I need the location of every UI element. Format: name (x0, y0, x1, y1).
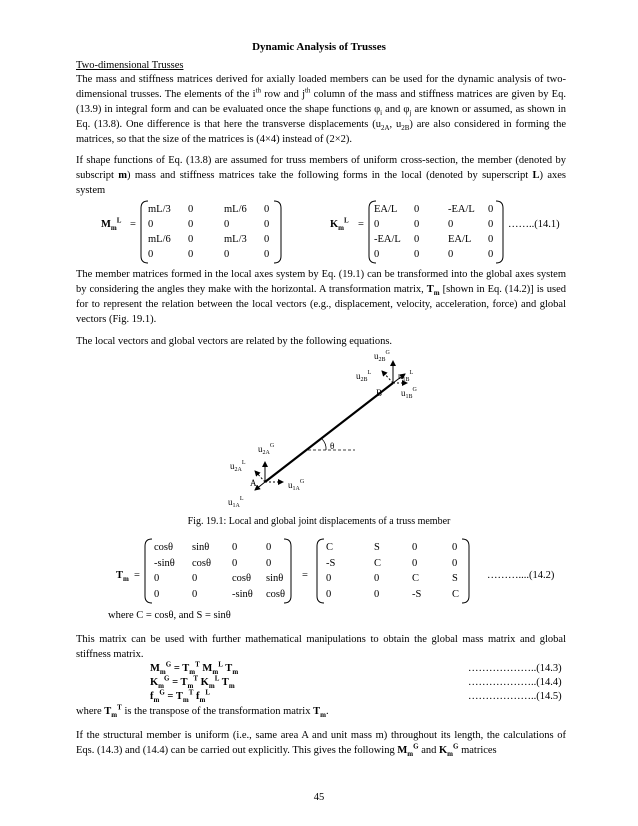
label-theta: θ (330, 441, 335, 451)
matrix-cell: -sinθ (232, 588, 253, 600)
label-node-A: A (250, 478, 257, 488)
matrix-cell: 0 (412, 542, 418, 553)
mass-matrix-label: $M_m^L$ (101, 216, 122, 233)
matrix-cell: 0 (374, 219, 380, 230)
right-bracket (284, 539, 291, 603)
matrix-cell: EA/L (448, 234, 472, 245)
paragraph-1: The mass and stiffness matrices derived for axially loaded members can be used for the dynamic analysis of two-dimensional trusses. The elements of the $i^{th}$ row and $j^{th}$ column of the mass and stiffness matrices are given by Eq. (13.9) in integral form and can be evaluated once the shape functions $\varphi_i$ and $\varphi_j$ are known or assumed, as shown in Eq. (13.8). One difference is that here the transverse displacements ($u_{2A}$, $u_{2B}$) are also considered in forming the matrices, so that the size of the matrices is (4×4) instead of (2×2). (76, 74, 567, 145)
matrix-cell: 0 (224, 249, 230, 260)
equation-ref-14-5: ………………..(14.5) (468, 691, 562, 702)
section-heading: Two-dimensional Trusses (76, 60, 184, 71)
matrix-cell: 0 (148, 249, 154, 260)
matrix-cell: -S (412, 588, 422, 600)
u2B-local-arrow (382, 371, 393, 383)
right-bracket (274, 201, 281, 263)
matrix-cell: 0 (488, 204, 494, 215)
where-transpose: where $T_m^T$ is the transpose of the transformation matrix $T_m$. (76, 703, 329, 720)
theta-arc (322, 439, 326, 450)
matrix-cell: 0 (488, 249, 494, 260)
equation-14-3: $M_m^G = T_m^T$ $M_m^L$ $T_m$ (150, 660, 239, 677)
u1A-local-arrow (255, 482, 265, 490)
equation-ref-14-2: ………....(14.2) (487, 570, 555, 581)
matrix-cell: 0 (374, 588, 380, 600)
matrix-cell: 0 (448, 219, 454, 230)
matrix-cell: 0 (452, 542, 458, 553)
matrix-cell: 0 (264, 219, 270, 230)
transformation-matrix-trig (144, 538, 292, 604)
matrix-cell: sinθ (192, 542, 210, 553)
matrix-cell: 0 (264, 204, 270, 215)
equation-ref-14-1: ……..(14.1) (508, 219, 560, 230)
matrix-cell: C (326, 542, 334, 553)
matrix-cell: 0 (412, 557, 418, 569)
stiffness-matrix (368, 200, 504, 264)
matrix-cell: mL/6 (148, 234, 171, 245)
matrix-cell: cosθ (232, 573, 252, 584)
equation-ref-14-3: ………………..(14.3) (468, 663, 562, 674)
matrix-cell: 0 (414, 219, 420, 230)
label-u2B-global: $u_{2B}^G$ (374, 350, 390, 363)
matrix-cell: 0 (192, 588, 198, 600)
truss-member-figure (180, 345, 440, 510)
matrix-cell: mL/3 (224, 234, 247, 245)
label-node-B: B (376, 388, 383, 398)
matrix-cell: 0 (148, 219, 154, 230)
label-u1B-global: $u_{1B}^G$ (401, 387, 417, 400)
matrix-cell: -S (326, 557, 336, 569)
figure-caption: Fig. 19.1: Local and global joint displacements of a truss member (187, 516, 451, 527)
matrix-cell: cosθ (154, 542, 174, 553)
matrix-cell: 0 (264, 234, 270, 245)
left-bracket (317, 539, 324, 603)
label-u1A-global: $u_{1A}^G$ (288, 479, 305, 492)
matrix-cell: 0 (448, 249, 454, 260)
where-c-s: where C = cosθ, and S = sinθ (108, 610, 231, 621)
matrix-cell: 0 (154, 588, 160, 600)
mass-matrix (140, 200, 282, 264)
matrix-cell: 0 (452, 557, 458, 569)
matrix-cell: 0 (224, 219, 230, 230)
label-u2B-local: $u_{2B}^L$ (356, 370, 372, 383)
stiffness-matrix-label: $K_m^L$ (330, 216, 349, 233)
truss-member-line (265, 383, 393, 482)
matrix-cell: 0 (374, 249, 380, 260)
transformation-matrix-label: $T_m$ (116, 570, 129, 584)
matrix-cell: -EA/L (374, 234, 401, 245)
paragraph-5: This matrix can be used with further mathematical manipulations to obtain the global mass matrix and global stiffness matrix. (76, 634, 566, 660)
label-u2A-global: $u_{2A}^G$ (258, 443, 275, 456)
matrix-cell: EA/L (374, 204, 398, 215)
equation-14-5: $f_m^G = T_m^T$ $f_m^L$ (150, 688, 211, 705)
matrix-cell: 0 (488, 234, 494, 245)
matrix-cell: 0 (192, 573, 198, 584)
matrix-cell: sinθ (266, 573, 284, 584)
transformation-equals-2: = (302, 570, 308, 581)
matrix-cell: mL/3 (148, 204, 171, 215)
left-bracket (145, 539, 152, 603)
matrix-cell: S (374, 542, 380, 553)
right-bracket (462, 539, 469, 603)
matrix-cell: S (452, 573, 458, 584)
matrix-brackets (316, 538, 470, 604)
u2A-local-arrow (255, 471, 265, 482)
label-u2A-local: $u_{2A}^L$ (230, 460, 246, 473)
paragraph-2: If shape functions of Eq. (13.8) are assumed for truss members of uniform cross-section, the member (denoted by subscript m) mass and stiffness matrices take the following forms in the local (denoted by superscript L) axes system (76, 155, 566, 196)
matrix-cell: cosθ (192, 557, 212, 569)
matrix-cell: cosθ (266, 588, 286, 600)
matrix-cell: 0 (232, 542, 238, 553)
matrix-cell: 0 (188, 204, 194, 215)
right-bracket (496, 201, 503, 263)
page-title: Dynamic Analysis of Trusses (252, 41, 386, 53)
matrix-cell: C (412, 573, 420, 584)
label-u1B-local: $u_{1B}^L$ (398, 370, 414, 383)
matrix-cell: 0 (154, 573, 160, 584)
transformation-matrix-cs (316, 538, 470, 604)
matrix-cell: 0 (414, 249, 420, 260)
matrix-cell: 0 (488, 219, 494, 230)
mass-equals: = (130, 219, 136, 230)
matrix-cell: -sinθ (154, 557, 175, 569)
matrix-cell: 0 (264, 249, 270, 260)
matrix-cell: 0 (232, 557, 238, 569)
matrix-cell: -EA/L (448, 204, 475, 215)
matrix-cell: 0 (266, 542, 272, 553)
page-number: 45 (313, 792, 325, 803)
matrix-cell: 0 (188, 234, 194, 245)
matrix-cell: 0 (326, 573, 332, 584)
matrix-cell: mL/6 (224, 204, 247, 215)
equation-ref-14-4: ………………..(14.4) (468, 677, 562, 688)
paragraph-6: If the structural member is uniform (i.e., same area A and unit mass m) throughout its length, the calculations of Eqs. (14.3) and (14.4) can be carried out explicitly. This gives the following $M_m^G$ and $K_m^G$ matrices (76, 730, 566, 759)
left-bracket (141, 201, 148, 263)
matrix-cell: C (452, 588, 460, 600)
matrix-cell: 0 (326, 588, 332, 600)
transformation-equals: = (134, 570, 140, 581)
matrix-cell: 0 (414, 234, 420, 245)
paragraph-3: The member matrices formed in the local axes system by Eq. (19.1) can be transformed into the global axes system by considering the angles they make with the horizontal. A transformation matrix, $T_m$ [shown in Eq. (14.2)] is used for to represent the relation between the local vectors (e.g., displacement, velocity, acceleration, force) and global vectors (Fig. 19.1). (76, 269, 566, 325)
matrix-cell: 0 (414, 204, 420, 215)
matrix-cell: 0 (374, 573, 380, 584)
label-u1A-local: $u_{1A}^L$ (228, 496, 244, 509)
equation-14-4: $K_m^G = T_m^T$ $K_m^L$ $T_m$ (150, 674, 235, 691)
matrix-cell: 0 (188, 219, 194, 230)
stiffness-equals: = (358, 219, 364, 230)
matrix-cell: 0 (266, 557, 272, 569)
matrix-cell: 0 (188, 249, 194, 260)
paragraph-4: The local vectors and global vectors are related by the following equations. (76, 336, 393, 347)
matrix-cell: C (374, 557, 382, 569)
